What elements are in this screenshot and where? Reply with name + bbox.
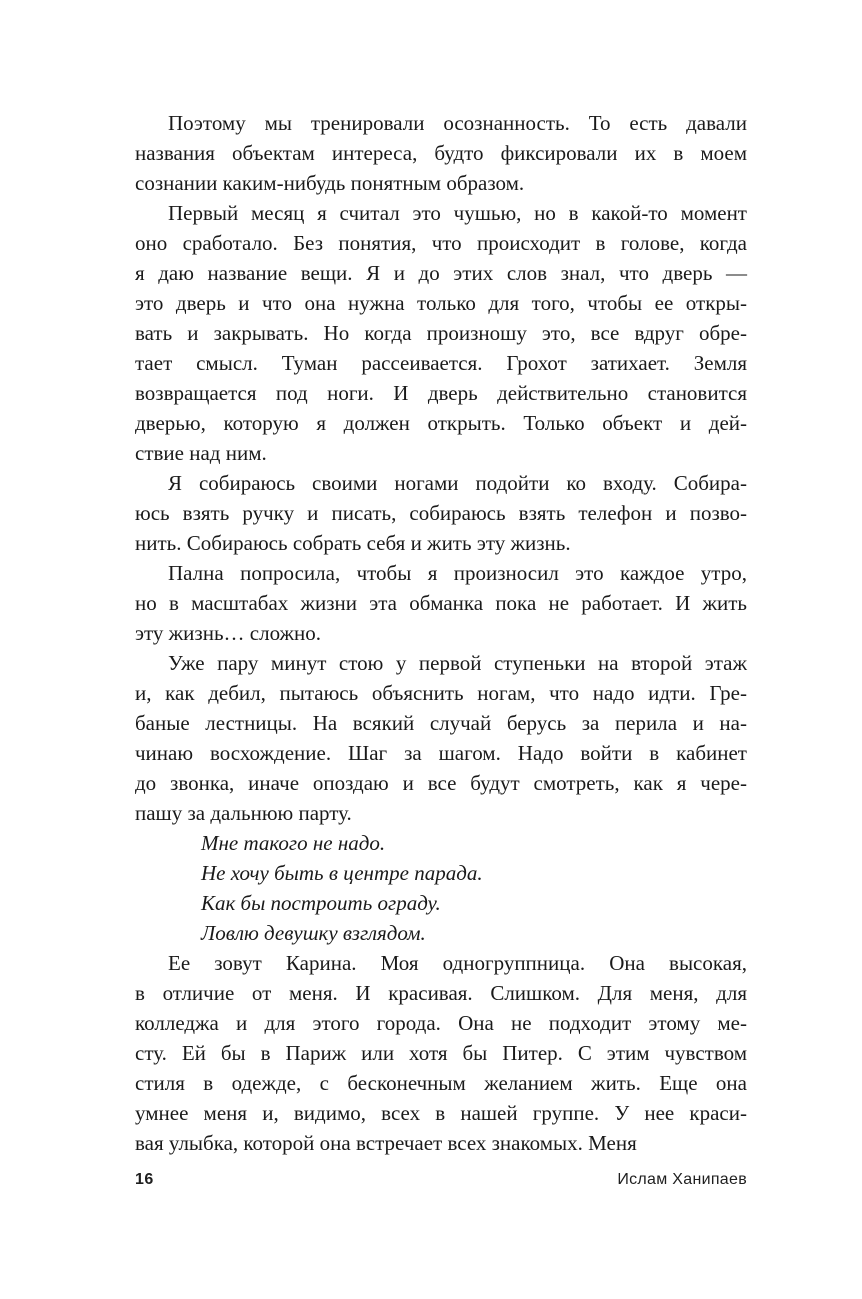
text-line: сту. Ей бы в Париж или хотя бы Питер. С этим чувством [135, 1041, 747, 1065]
text-line: стиля в одежде, с бесконечным желанием жить. Еще она [135, 1071, 747, 1095]
text-line: умнее меня и, видимо, всех в нашей группе. У нее краси- [135, 1101, 747, 1125]
author-name: Ислам Ханипаев [617, 1171, 747, 1188]
text-line: юсь взять ручку и писать, собираюсь взять телефон и позво- [135, 501, 747, 525]
text-line: Я собираюсь своими ногами подойти ко входу. Собира- [168, 471, 747, 495]
text-line: до звонка, иначе опоздаю и все будут смотреть, как я чере- [135, 771, 747, 795]
page-text [135, 108, 747, 1158]
text-line: эту жизнь… сложно. [135, 621, 322, 645]
text-line: в отличие от меня. И красивая. Слишком. Для меня, для [135, 981, 747, 1005]
text-line: и, как дебил, пытаюсь объяснить ногам, что надо идти. Гре- [135, 681, 747, 705]
verse-line: Мне такого не надо. [201, 831, 386, 855]
text-line: колледжа и для этого города. Она не подходит этому ме- [135, 1011, 747, 1035]
text-line: Ее зовут Карина. Моя одногруппница. Она высокая, [168, 951, 747, 975]
text-line: возвращается под ноги. И дверь действительно становится [135, 381, 747, 405]
verse-line: Как бы построить ограду. [201, 891, 441, 915]
page-footer [135, 1170, 747, 1190]
text-line: сознании каким-нибудь понятным образом. [135, 171, 525, 195]
paragraph [135, 108, 747, 198]
paragraph [135, 198, 747, 468]
text-line: Поэтому мы тренировали осознанность. То есть давали [168, 111, 747, 135]
text-line: оно сработало. Без понятия, что происходит в голове, когда [135, 231, 747, 255]
text-line: это дверь и что она нужна только для того, чтобы ее откры- [135, 291, 747, 315]
paragraph [135, 468, 747, 558]
text-line: Пална попросила, чтобы я произносил это каждое утро, [168, 561, 747, 585]
text-line: чинаю восхождение. Шаг за шагом. Надо войти в кабинет [135, 741, 747, 765]
text-line: баные лестницы. На всякий случай берусь за перила и на- [135, 711, 747, 735]
paragraph [135, 558, 747, 648]
verse-block [135, 828, 747, 948]
text-line: названия объектам интереса, будто фиксировали их в моем [135, 141, 747, 165]
text-line: дверью, которую я должен открыть. Только объект и дей- [135, 411, 747, 435]
text-line: пашу за дальнюю парту. [135, 801, 352, 825]
paragraph [135, 648, 747, 828]
text-line: Первый месяц я считал это чушью, но в какой-то момент [168, 201, 747, 225]
text-line: Уже пару минут стою у первой ступеньки на второй этаж [168, 651, 747, 675]
verse-line: Ловлю девушку взглядом. [201, 921, 426, 945]
text-line: но в масштабах жизни эта обманка пока не работает. И жить [135, 591, 747, 615]
text-line: я даю название вещи. Я и до этих слов знал, что дверь — [135, 261, 747, 285]
text-line: ствие над ним. [135, 441, 267, 465]
text-line: тает смысл. Туман рассеивается. Грохот затихает. Земля [135, 351, 747, 375]
text-line: вать и закрывать. Но когда произношу это, все вдруг обре- [135, 321, 747, 345]
verse-line: Не хочу быть в центре парада. [201, 861, 483, 885]
paragraph [135, 948, 747, 1158]
text-line: вая улыбка, которой она встречает всех знакомых. Меня [135, 1131, 637, 1155]
page-number: 16 [135, 1171, 154, 1188]
text-line: нить. Собираюсь собрать себя и жить эту жизнь. [135, 531, 571, 555]
